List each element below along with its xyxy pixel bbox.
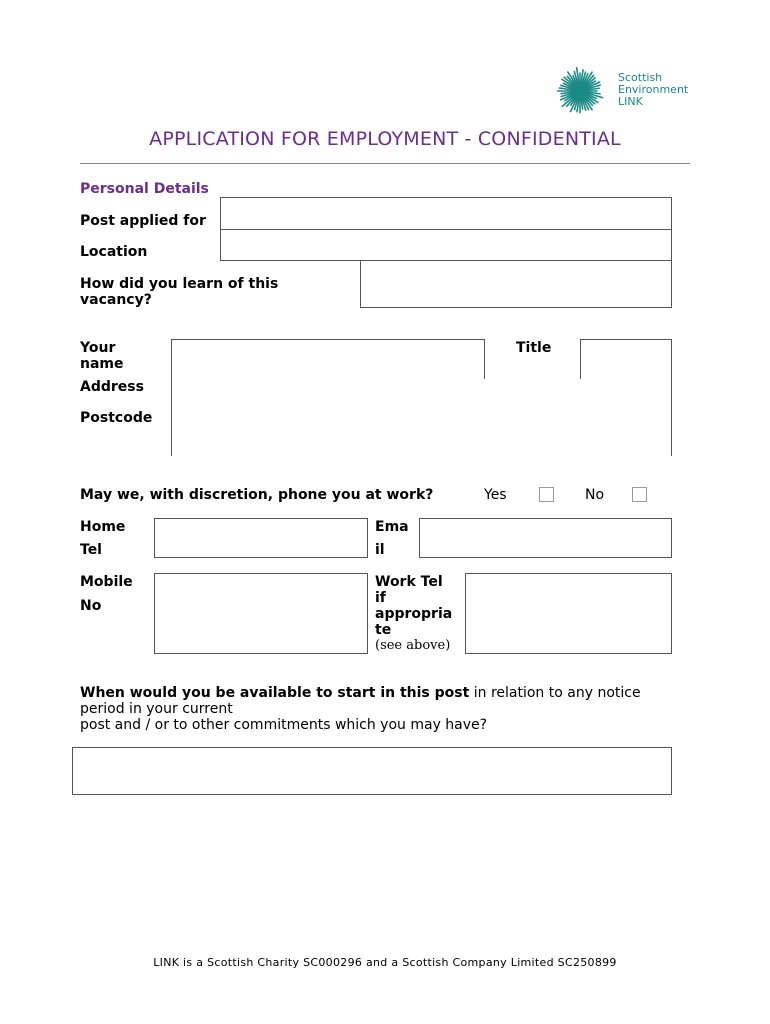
work-tel-label (375, 574, 452, 638)
home-tel-input[interactable] (154, 518, 368, 558)
how-learned-input[interactable] (360, 260, 672, 308)
your-name-label (80, 340, 124, 372)
logo-line: LINK (618, 95, 643, 108)
address-input[interactable] (171, 379, 672, 456)
section-heading-personal: Personal Details (80, 181, 209, 197)
address-label: Address (80, 379, 144, 395)
postcode-label: Postcode (80, 410, 153, 426)
email-label (375, 519, 409, 558)
home-tel-label (80, 519, 125, 558)
mobile-label (80, 574, 133, 614)
availability-bold: When would you be available to start in this post (80, 685, 470, 701)
availability-line: period in your current (80, 701, 233, 717)
no-checkbox[interactable] (632, 487, 647, 502)
footer-note: LINK is a Scottish Charity SC000296 and a Scottish Company Limited SC250899 (153, 956, 617, 969)
how-learned-label (80, 276, 278, 308)
your-name-line: Your (80, 340, 116, 356)
post-applied-input[interactable] (220, 197, 672, 230)
home-tel-line: Tel (80, 542, 102, 558)
email-line: Ema (375, 519, 409, 535)
your-name-line: name (80, 356, 124, 372)
location-label: Location (80, 244, 148, 260)
your-name-input[interactable] (171, 339, 485, 380)
mobile-input[interactable] (154, 573, 368, 654)
yes-checkbox[interactable] (539, 487, 554, 502)
title-divider (80, 163, 690, 164)
logo (555, 66, 705, 116)
mobile-line: Mobile (80, 574, 133, 590)
availability-question (80, 685, 680, 733)
availability-input[interactable] (72, 747, 672, 795)
yes-label: Yes (484, 487, 507, 503)
mobile-line: No (80, 598, 102, 614)
logo-line: Scottish (618, 71, 663, 84)
logo-burst-icon (555, 66, 605, 116)
work-tel-line: appropria (375, 606, 453, 622)
no-label: No (585, 487, 605, 503)
how-learned-line: vacancy? (80, 292, 152, 308)
how-learned-line: How did you learn of this (80, 276, 279, 292)
location-input[interactable] (220, 229, 672, 261)
title-label: Title (516, 340, 552, 356)
work-tel-line: Work Tel (375, 574, 443, 590)
work-tel-line: te (375, 622, 392, 638)
logo-line: Environment (618, 83, 689, 96)
email-line: il (375, 542, 385, 558)
availability-rest: in relation to any notice (469, 685, 641, 701)
home-tel-line: Home (80, 519, 126, 535)
availability-line: post and / or to other commitments which you may have? (80, 717, 488, 733)
work-tel-line: if (375, 590, 386, 606)
title-input[interactable] (580, 339, 672, 380)
see-above-note: (see above) (375, 638, 451, 653)
email-input[interactable] (419, 518, 672, 558)
page-title: APPLICATION FOR EMPLOYMENT - CONFIDENTIAL (149, 128, 621, 150)
work-tel-input[interactable] (465, 573, 672, 654)
phone-at-work-question: May we, with discretion, phone you at work? (80, 487, 434, 503)
post-applied-label: Post applied for (80, 213, 206, 229)
